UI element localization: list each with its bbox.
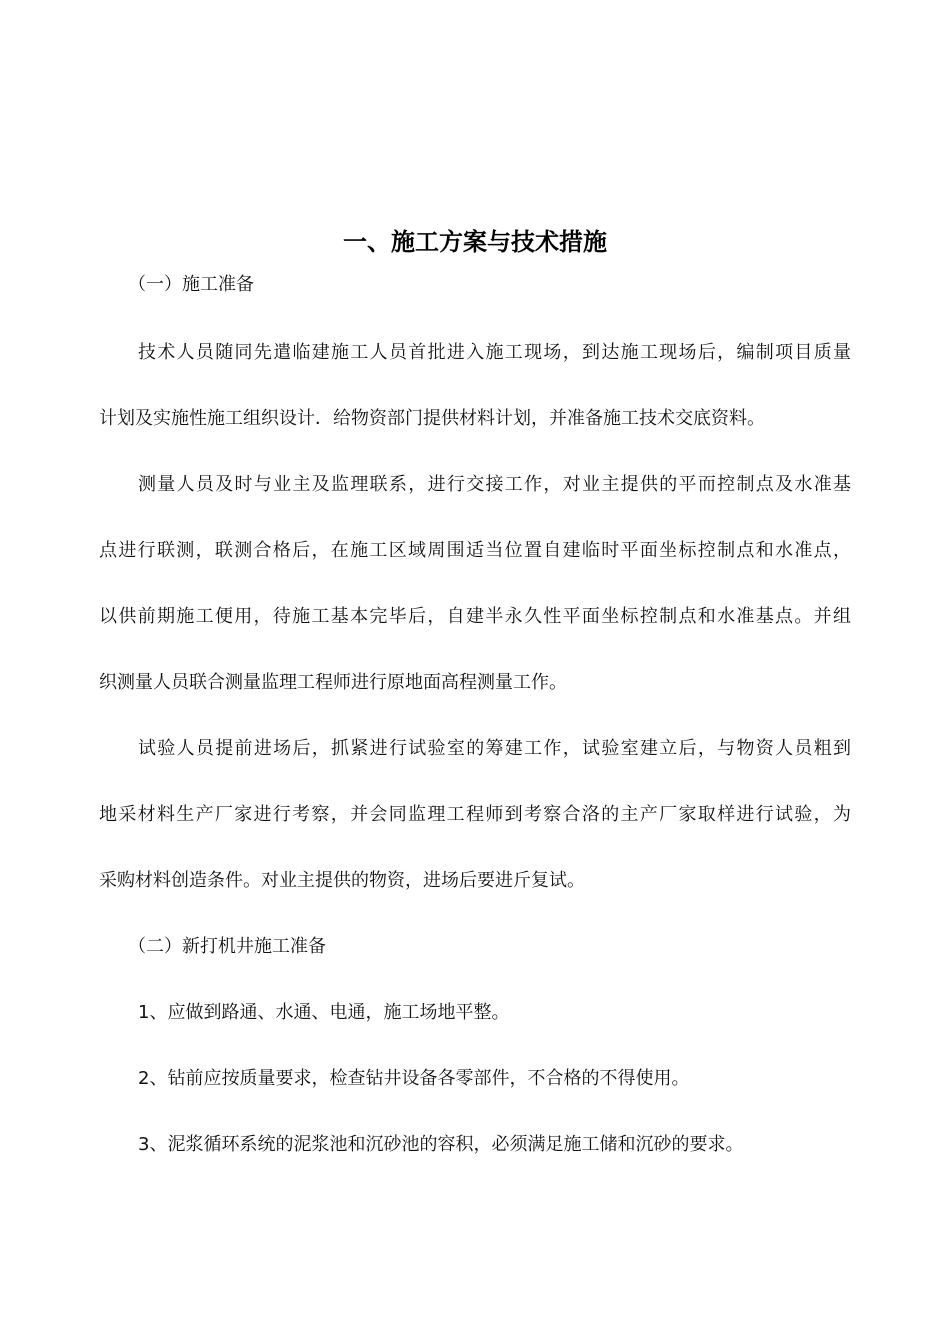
paragraph-line: 采购材料创造条件。对业主提供的物资，进场后要进斤复试。 [99,870,585,891]
section-heading-2: （二）新打机井施工准备 [128,936,326,957]
list-item: 2、钻前应按质量要求，检查钻井设备各零部件，不合格的不得使用。 [138,1068,690,1089]
paragraph-line: 测量人员及时与业主及监理联系，进行交接工作，对业主提供的平而控制点及水准基 [138,474,851,495]
page-title: 一、施工方案与技术措施 [343,228,607,256]
paragraph-line: 试验人员提前进场后，抓紧进行试验室的筹建工作，试验室建立后，与物资人员粗到 [138,738,851,759]
list-item: 3、泥浆循环系统的泥浆池和沉砂池的容积，必须满足施工储和沉砂的要求。 [138,1134,744,1155]
paragraph-line: 织测量人员联合测量监理工程师进行原地面高程测量工作。 [99,672,567,693]
paragraph-line: 技术人员随同先遣临建施工人员首批进入施工现场，到达施工现场后，编制项目质量 [138,342,851,363]
paragraph-line: 地采材料生产厂家进行考察，并会同监理工程师到考察合洛的主产厂家取样进行试验，为 [99,804,851,825]
paragraph-line: 计划及实施性施工组织设计．给物资部门提供材料计划，并准备施工技术交底资料。 [99,408,765,429]
list-item: 1、应做到路通、水通、电通，施工场地平整。 [138,1002,510,1023]
paragraph-line: 以供前期施工便用，待施工基本完毕后，自建半永久性平面坐标控制点和水准基点。并组 [99,606,851,627]
paragraph-line: 点进行联测，联测合格后，在施工区域周围适当位置自建临时平面坐标控制点和水准点， [99,540,851,561]
section-heading-1: （一）施工准备 [128,274,254,295]
